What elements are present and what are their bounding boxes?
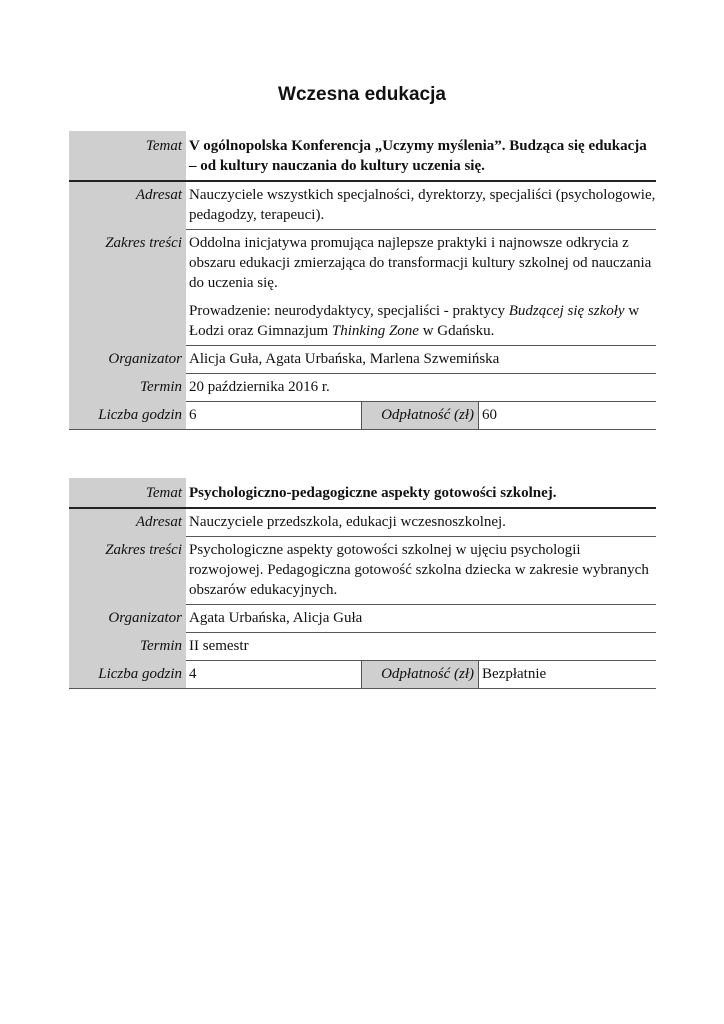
gymnasium-name: Thinking Zone — [331, 323, 419, 339]
course-2-adresat-row — [69, 508, 656, 537]
organizator-label: Organizator — [69, 605, 186, 633]
course-2-hours-fee — [186, 661, 656, 689]
course-1-hours-row — [69, 402, 656, 430]
zakres-label: Zakres treści — [69, 537, 186, 605]
course-2-termin-row — [69, 633, 656, 661]
prowadzenie-text-3: w Gdańsku. — [418, 323, 495, 339]
school-name: Budzącej się szkoły — [508, 303, 625, 319]
course-2-hours: 4 — [189, 666, 197, 682]
course-2-organizator-row — [69, 605, 656, 633]
course-1-zakres-paragraph: Oddolna inicjatywa promująca najlepsze praktyki i najnowsze odkrycia z obszaru edukacji zmierzająca do transformacji kultury szkolnej od nauczania do uczenia się. — [189, 235, 652, 291]
course-1-zakres — [186, 230, 656, 346]
course-table-2 — [69, 478, 656, 689]
course-1-zakres-row — [69, 230, 656, 346]
adresat-label: Adresat — [69, 508, 186, 537]
termin-label: Termin — [69, 633, 186, 661]
odplatnosc-label: Odpłatność (zł) — [361, 402, 479, 429]
course-2-zakres-row — [69, 537, 656, 605]
course-1-adresat-row — [69, 181, 656, 230]
temat-label: Temat — [69, 131, 186, 181]
termin-label: Termin — [69, 374, 186, 402]
course-1-hours-fee — [186, 402, 656, 430]
course-1-organizator-row — [69, 346, 656, 374]
course-2-termin: II semestr — [186, 633, 656, 661]
course-table-1 — [69, 131, 656, 430]
course-2-topic-row — [69, 478, 656, 508]
adresat-label: Adresat — [69, 181, 186, 230]
prowadzenie-text-2: w Łodzi oraz Gimnazjum — [189, 303, 640, 339]
prowadzenie-text: Prowadzenie: neurodydaktycy, specjaliści - praktycy — [189, 303, 509, 319]
liczba-godzin-label: Liczba godzin — [69, 402, 186, 430]
course-1-topic-row — [69, 131, 656, 181]
odplatnosc-label: Odpłatność (zł) — [361, 661, 479, 688]
course-1-fee: 60 — [482, 407, 497, 423]
course-1-topic: V ogólnopolska Konferencja „Uczymy myślenia”. Budząca się edukacja – od kultury nauczania do kultury uczenia się. — [186, 131, 656, 181]
course-2-organizator: Agata Urbańska, Alicja Guła — [186, 605, 656, 633]
course-1-hours: 6 — [189, 407, 197, 423]
course-2-fee: Bezpłatnie — [482, 666, 547, 682]
page-title: Wczesna edukacja — [278, 84, 446, 105]
course-2-adresat: Nauczyciele przedszkola, edukacji wczesnoszkolnej. — [186, 508, 656, 537]
course-1-termin: 20 października 2016 r. — [186, 374, 656, 402]
organizator-label: Organizator — [69, 346, 186, 374]
course-2-hours-row — [69, 661, 656, 689]
liczba-godzin-label: Liczba godzin — [69, 661, 186, 689]
course-2-topic: Psychologiczno-pedagogiczne aspekty gotowości szkolnej. — [186, 478, 656, 508]
zakres-label: Zakres treści — [69, 230, 186, 346]
temat-label: Temat — [69, 478, 186, 508]
course-1-adresat: Nauczyciele wszystkich specjalności, dyrektorzy, specjaliści (psychologowie, pedagodzy, terapeuci). — [186, 181, 656, 230]
course-1-organizator: Alicja Guła, Agata Urbańska, Marlena Szwemińska — [186, 346, 656, 374]
course-1-prowadzenie-paragraph — [189, 301, 656, 341]
course-2-zakres: Psychologiczne aspekty gotowości szkolnej w ujęciu psychologii rozwojowej. Pedagogiczna gotowość szkolna dziecka w zakresie wybranych obszarów edukacyjnych. — [186, 537, 656, 605]
course-1-termin-row — [69, 374, 656, 402]
